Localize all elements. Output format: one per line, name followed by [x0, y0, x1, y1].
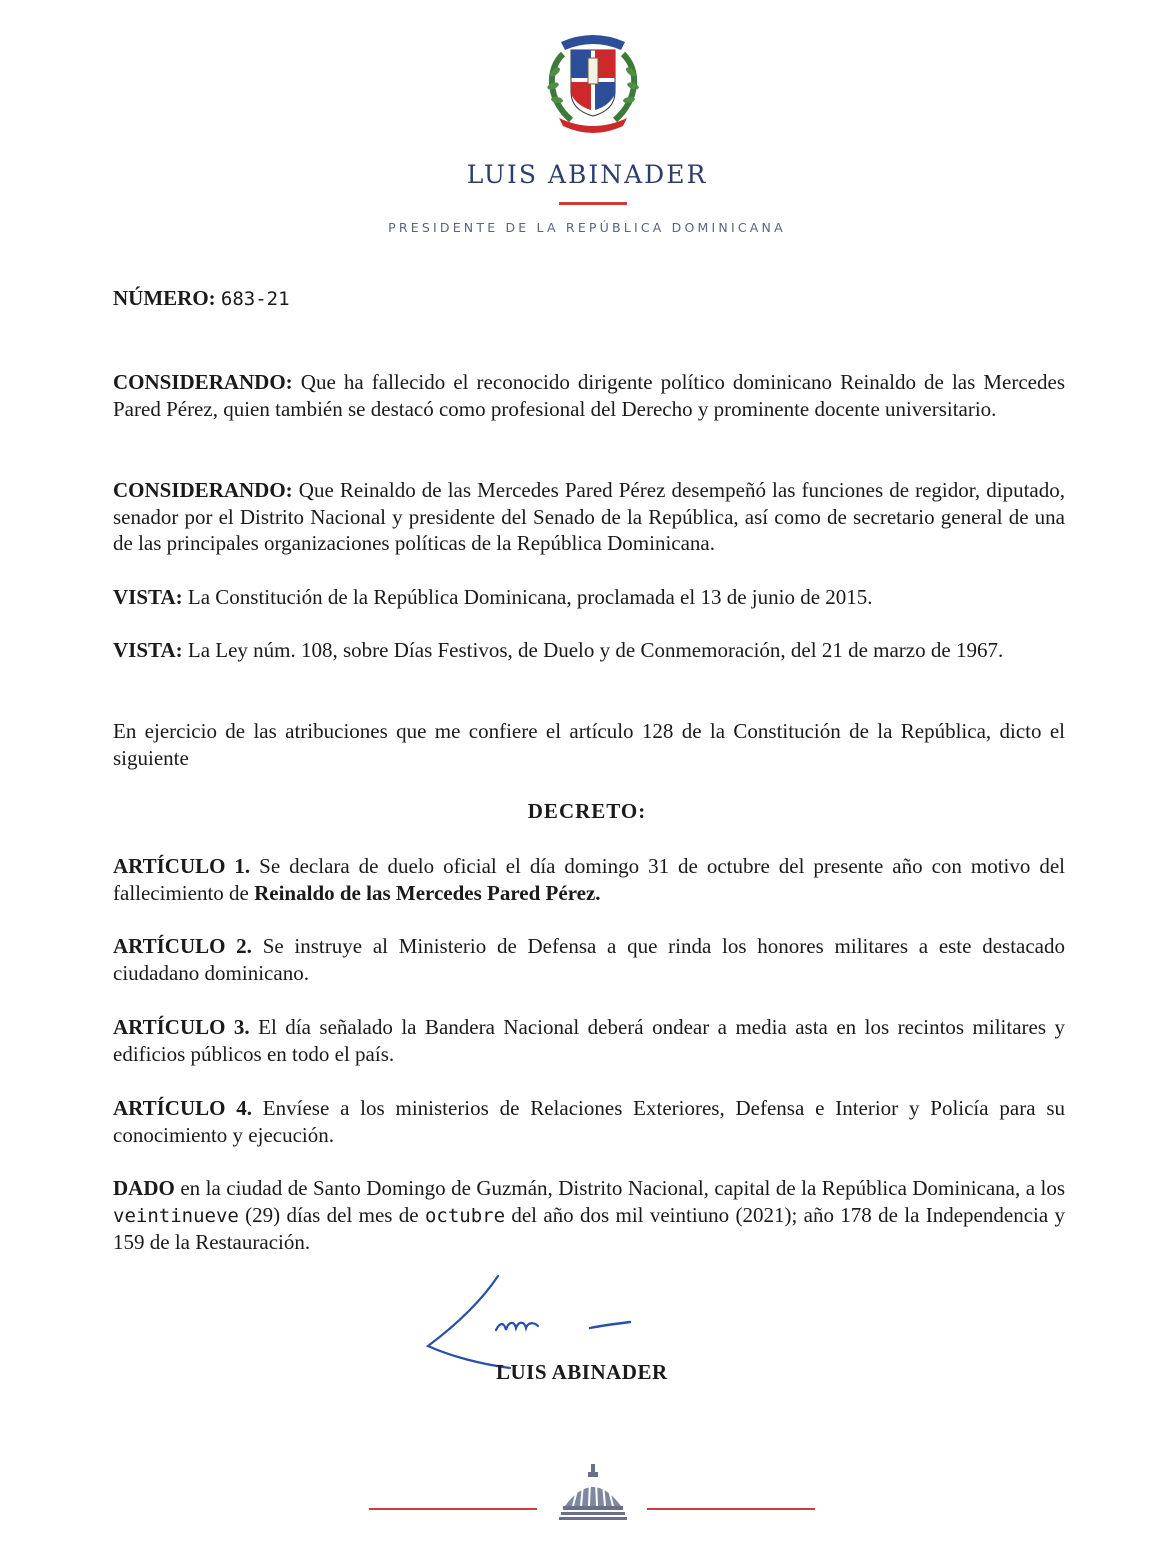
decree-number-label: NÚMERO:: [113, 286, 216, 310]
vista-1: [113, 584, 1065, 611]
vista-2: [113, 637, 1065, 664]
dado-day-words: veintinueve: [113, 1204, 239, 1227]
articulo-1-name: Reinaldo de las Mercedes Pared Pérez.: [254, 880, 601, 905]
dado-text-b: días del mes de: [286, 1202, 419, 1227]
dado-month: octubre: [424, 1204, 506, 1227]
vista-1-text: La Constitución de la República Dominicana, proclamada el 13 de junio de 2015.: [187, 585, 873, 609]
footer-line-right: [647, 1508, 815, 1510]
considerando-1: [113, 369, 1065, 422]
articulo-1: [113, 853, 1065, 906]
footer-line-left: [369, 1508, 537, 1510]
considerando-2-text: Que Reinaldo de las Mercedes Pared Pérez desempeñó las funciones de regidor, diputado, senador por el Distrito Nacional y presidente del Senado de la República, así como de secretario general de una de las principales organizaciones políticas de la República Dominicana.: [113, 478, 1066, 555]
articulo-2: [113, 933, 1065, 986]
vista-2-text: La Ley núm. 108, sobre Días Festivos, de Duelo y de Conmemoración, del 21 de marzo de 1967.: [187, 638, 1004, 662]
letterhead-name: LUIS ABINADER: [466, 160, 708, 189]
considerando-2-label: CONSIDERANDO:: [113, 478, 293, 502]
vista-1-label: VISTA:: [113, 585, 183, 609]
dado-day-num: (29): [245, 1202, 281, 1227]
articulo-4-text: Envíese a los ministerios de Relaciones Exteriores, Defensa e Interior y Policía para su conocimiento y ejecución.: [113, 1096, 1065, 1147]
articulo-3-label: ARTÍCULO 3.: [113, 1015, 250, 1039]
articulo-4: [113, 1095, 1065, 1148]
articulo-1-text: Se declara de duelo oficial el día domingo 31 de octubre del presente año con motivo del fallecimiento de: [113, 854, 1065, 905]
dado-paragraph: [113, 1175, 1065, 1256]
considerando-2: [113, 477, 1065, 557]
vista-2-label: VISTA:: [113, 638, 183, 662]
letterhead-divider: [559, 202, 627, 205]
letterhead-title: PRESIDENTE DE LA REPÚBLICA DOMINICANA: [388, 220, 786, 235]
articulo-3-text: El día señalado la Bandera Nacional deberá ondear a media asta en los recintos militares y edificios públicos en todo el país.: [113, 1015, 1065, 1066]
articulo-1-label: ARTÍCULO 1.: [113, 854, 251, 878]
ejercicio-paragraph: En ejercicio de las atribuciones que me confiere el artículo 128 de la Constitución de la República, dicto el siguiente: [113, 719, 1065, 770]
considerando-1-text: Que ha fallecido el reconocido dirigente político dominicano Reinaldo de las Mercedes Pared Pérez, quien también se destacó como profesional del Derecho y prominente docente universitario.: [113, 370, 1065, 421]
national-palace-icon: [559, 1462, 627, 1522]
articulo-4-label: ARTÍCULO 4.: [113, 1096, 252, 1120]
articulo-3: [113, 1014, 1065, 1067]
considerando-1-label: CONSIDERANDO:: [113, 370, 293, 394]
articulo-2-text: Se instruye al Ministerio de Defensa a que rinda los honores militares a este destacado ciudadano dominicano.: [113, 934, 1065, 985]
dado-text-c: del año dos mil veintiuno (2021); año 178 de la Independencia y 159 de la Restauración.: [113, 1202, 1065, 1254]
articulo-2-label: ARTÍCULO 2.: [113, 934, 252, 958]
dado-label: DADO: [113, 1176, 175, 1200]
decree-number: [113, 286, 290, 311]
coat-of-arms-icon: [541, 24, 645, 134]
decreto-heading: DECRETO:: [527, 799, 647, 823]
decree-number-value: 683-21: [220, 288, 290, 310]
signatory-name: LUIS ABINADER: [496, 1360, 668, 1384]
dado-text-a: en la ciudad de Santo Domingo de Guzmán, Distrito Nacional, capital de la República Dominicana, a los: [180, 1176, 1066, 1200]
